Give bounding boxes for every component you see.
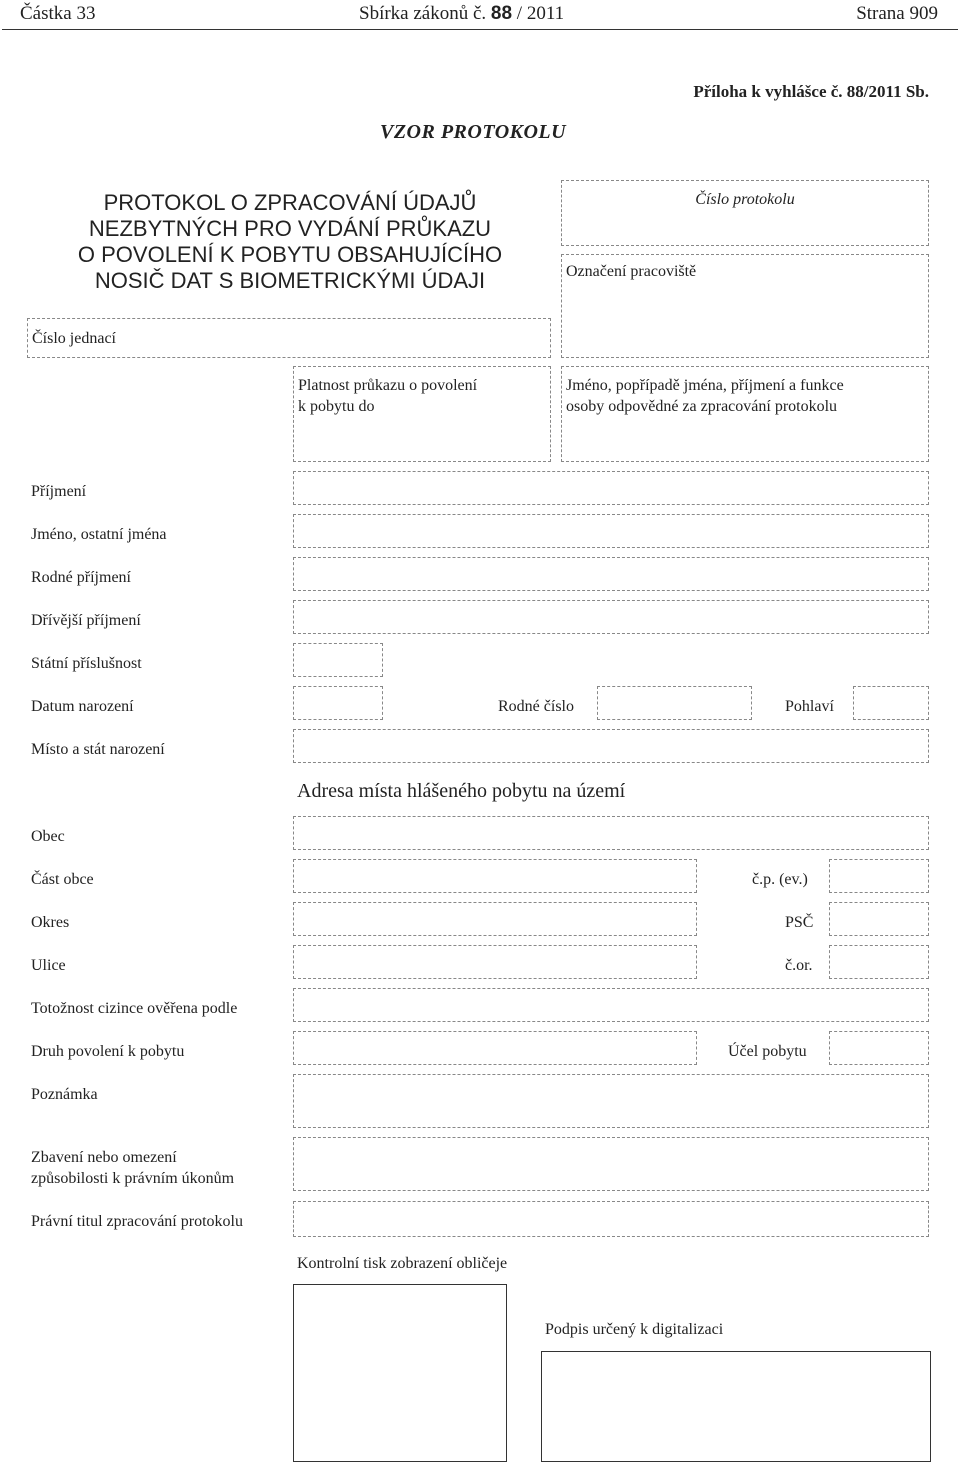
validity-label-line: k pobytu do [298,398,375,415]
street-label: Ulice [31,957,66,974]
form-heading: VZOR PROTOKOLU [380,121,567,143]
legal-title-label: Právní titul zpracování protokolu [31,1213,243,1230]
orientation-number-label: č.or. [785,957,813,974]
page-number: Strana 909 [856,3,938,24]
signature-area[interactable] [541,1351,931,1462]
workplace-label: Označení pracoviště [566,263,697,280]
legal-capacity-label-line: Zbavení nebo omezení [31,1149,177,1166]
note-field[interactable] [293,1074,929,1128]
date-of-birth-field[interactable] [293,686,383,720]
collection-suffix: / 2011 [516,3,565,24]
given-names-label: Jméno, ostatní jména [31,526,167,543]
form-title [40,190,540,294]
legal-title-field[interactable] [293,1201,929,1237]
reference-number-label: Číslo jednací [32,330,116,347]
reference-number-box[interactable] [27,318,551,358]
workplace-box[interactable] [561,254,929,358]
protocol-number-label: Číslo protokolu [695,191,795,208]
municipality-part-field[interactable] [293,859,697,893]
collection-prefix: Sbírka zákonů č. [359,3,487,24]
district-label: Okres [31,914,70,931]
header-rule [2,29,958,30]
legal-capacity-label [31,1147,234,1189]
nationality-field[interactable] [293,643,383,677]
municipality-field[interactable] [293,816,929,850]
responsible-label-line: osoby odpovědné za zpracování protokolu [566,398,838,415]
signature-label: Podpis určený k digitalizaci [545,1321,724,1338]
form-title-line: PROTOKOL O ZPRACOVÁNÍ ÚDAJŮ [103,190,477,215]
birth-number-field[interactable] [597,686,752,720]
municipality-label: Obec [31,828,65,845]
stay-purpose-label: Účel pobytu [728,1043,807,1060]
protocol-number-box[interactable] [561,180,929,246]
legal-capacity-label-line: způsobilosti k právním úkonům [31,1170,235,1187]
surname-label: Příjmení [31,483,87,500]
identity-verified-field[interactable] [293,988,929,1022]
sex-label: Pohlaví [785,698,834,715]
place-of-birth-label: Místo a stát narození [31,741,165,758]
nationality-label: Státní příslušnost [31,655,142,672]
house-number-field[interactable] [829,859,929,893]
gazette-part: Částka 33 [20,3,96,24]
validity-box[interactable] [293,366,551,462]
birth-number-label: Rodné číslo [498,698,574,715]
responsible-label-line: Jméno, popřípadě jména, příjmení a funkce [566,377,844,394]
birth-surname-label: Rodné příjmení [31,569,131,586]
former-surname-label: Dřívější příjmení [31,612,141,629]
permit-type-label: Druh povolení k pobytu [31,1043,185,1060]
note-label: Poznámka [31,1086,98,1103]
district-field[interactable] [293,902,697,936]
former-surname-field[interactable] [293,600,929,634]
birth-surname-field[interactable] [293,557,929,591]
annex-note: Příloha k vyhlášce č. 88/2011 Sb. [693,82,929,101]
responsible-person-box[interactable] [561,366,929,462]
street-field[interactable] [293,945,697,979]
face-print-area[interactable] [293,1284,507,1462]
stay-purpose-field[interactable] [829,1031,929,1065]
house-number-label: č.p. (ev.) [752,871,808,888]
municipality-part-label: Část obce [31,871,94,888]
validity-label [298,375,477,417]
given-names-field[interactable] [293,514,929,548]
surname-field[interactable] [293,471,929,505]
face-print-label: Kontrolní tisk zobrazení obličeje [297,1255,508,1272]
address-section-title: Adresa místa hlášeného pobytu na území [297,780,626,802]
form-title-line: NEZBYTNÝCH PRO VYDÁNÍ PRŮKAZU [88,216,492,241]
postal-code-field[interactable] [829,902,929,936]
date-of-birth-label: Datum narození [31,698,134,715]
place-of-birth-field[interactable] [293,729,929,763]
responsible-person-label [566,375,844,417]
identity-verified-label: Totožnost cizince ověřena podle [31,1000,238,1017]
gazette-collection [359,3,564,25]
orientation-number-field[interactable] [829,945,929,979]
permit-type-field[interactable] [293,1031,697,1065]
legal-capacity-field[interactable] [293,1137,929,1191]
validity-label-line: Platnost průkazu o povolení [298,377,478,394]
postal-code-label: PSČ [785,914,814,931]
form-title-line: O POVOLENÍ K POBYTU OBSAHUJÍCÍHO [77,242,503,267]
form-title-line: NOSIČ DAT S BIOMETRICKÝMI ÚDAJI [94,268,486,293]
collection-number: 88 [490,3,513,24]
sex-field[interactable] [853,686,929,720]
